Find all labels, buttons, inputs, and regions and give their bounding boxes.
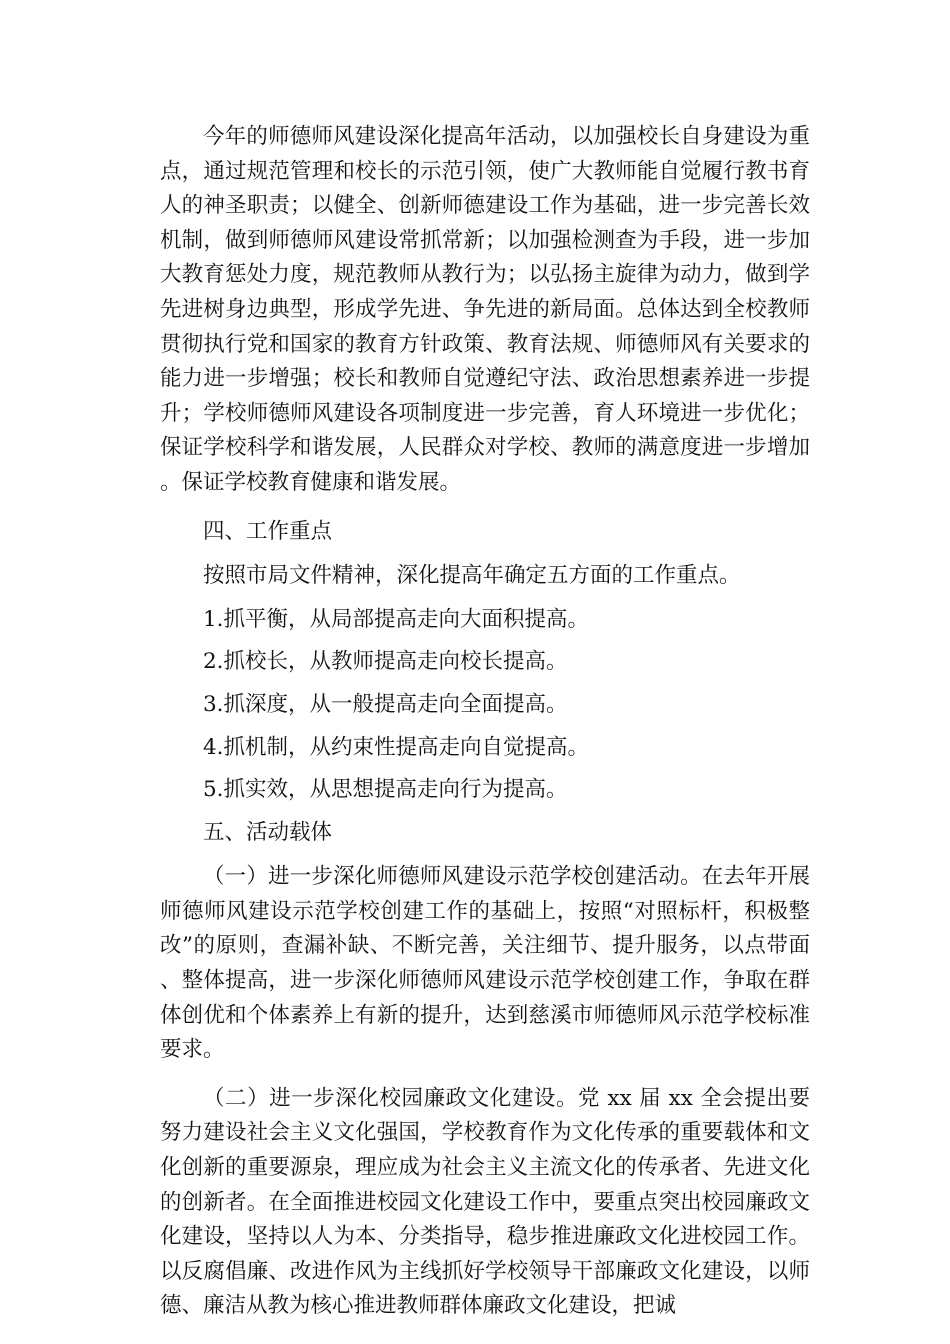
paragraph-goals: 今年的师德师风建设深化提高年活动，以加强校长自身建设为重点，通过规范管理和校长的示范引领，使广大教师能自觉履行教书育人的神圣职责；以健全、创新师德建设工作为基础，进一步完善长效机制，做到师德师风建设常抓常新；以加强检测查为手段，进一步加大教育惩处力度，规范教师从教行为；以弘扬主旋律为动力，做到学先进树身边典型，形成学先进、争先进的新局面。总体达到全校教师贯彻执行党和国家的教育方针政策、教育法规、师德师风有关要求的能力进一步增强；校长和教师自觉遵纪守法、政治思想素养进一步提升；学校师德师风建设各项制度进一步完善，育人环境进一步优化；保证学校科学和谐发展，人民群众对学校、教师的满意度进一步增加。保证学校教育健康和谐发展。 (160, 124, 810, 495)
list-item-5: 5.抓实效，从思想提高走向行为提高。 (203, 777, 568, 803)
list-item-1: 1.抓平衡，从局部提高走向大面积提高。 (203, 606, 590, 632)
paragraph-clean-culture: （二）进一步深化校园廉政文化建设。党 xx 届 xx 全会提出要努力建设社会主义文化强国，学校教育作为文化传承的重要载体和文化创新的重要源泉，理应成为社会主义主流文化的传承者、先进文化的创新者。在全面推进校园文化建设工作中，要重点突出校园廉政文化建设，坚持以人为本、分类指导，稳步推进廉政文化进校园工作。以反腐倡廉、改进作风为主线抓好学校领导干部廉政文化建设，以师德、廉洁从教为核心推进教师群体廉政文化建设，把诚 (160, 1085, 810, 1319)
paragraph-demonstration-school: （一）进一步深化师德师风建设示范学校创建活动。在去年开展师德师风建设示范学校创建工作的基础上，按照“对照标杆，积极整改”的原则，查漏补缺、不断完善，关注细节、提升服务，以点带面、整体提高，进一步深化师德师风建设示范学校创建工作，争取在群体创优和个体素养上有新的提升，达到慈溪市师德师风示范学校标准要求。 (160, 864, 810, 1063)
section-heading-work-focus: 四、工作重点 (203, 518, 333, 544)
list-item-2: 2.抓校长，从教师提高走向校长提高。 (203, 649, 568, 675)
paragraph-work-focus-intro: 按照市局文件精神，深化提高年确定五方面的工作重点。 (203, 563, 741, 589)
document-page (160, 120, 810, 1338)
list-item-4: 4.抓机制，从约束性提高走向自觉提高。 (203, 734, 590, 760)
section-heading-activity-carrier: 五、活动载体 (203, 819, 333, 845)
list-item-3: 3.抓深度，从一般提高走向全面提高。 (203, 691, 568, 717)
